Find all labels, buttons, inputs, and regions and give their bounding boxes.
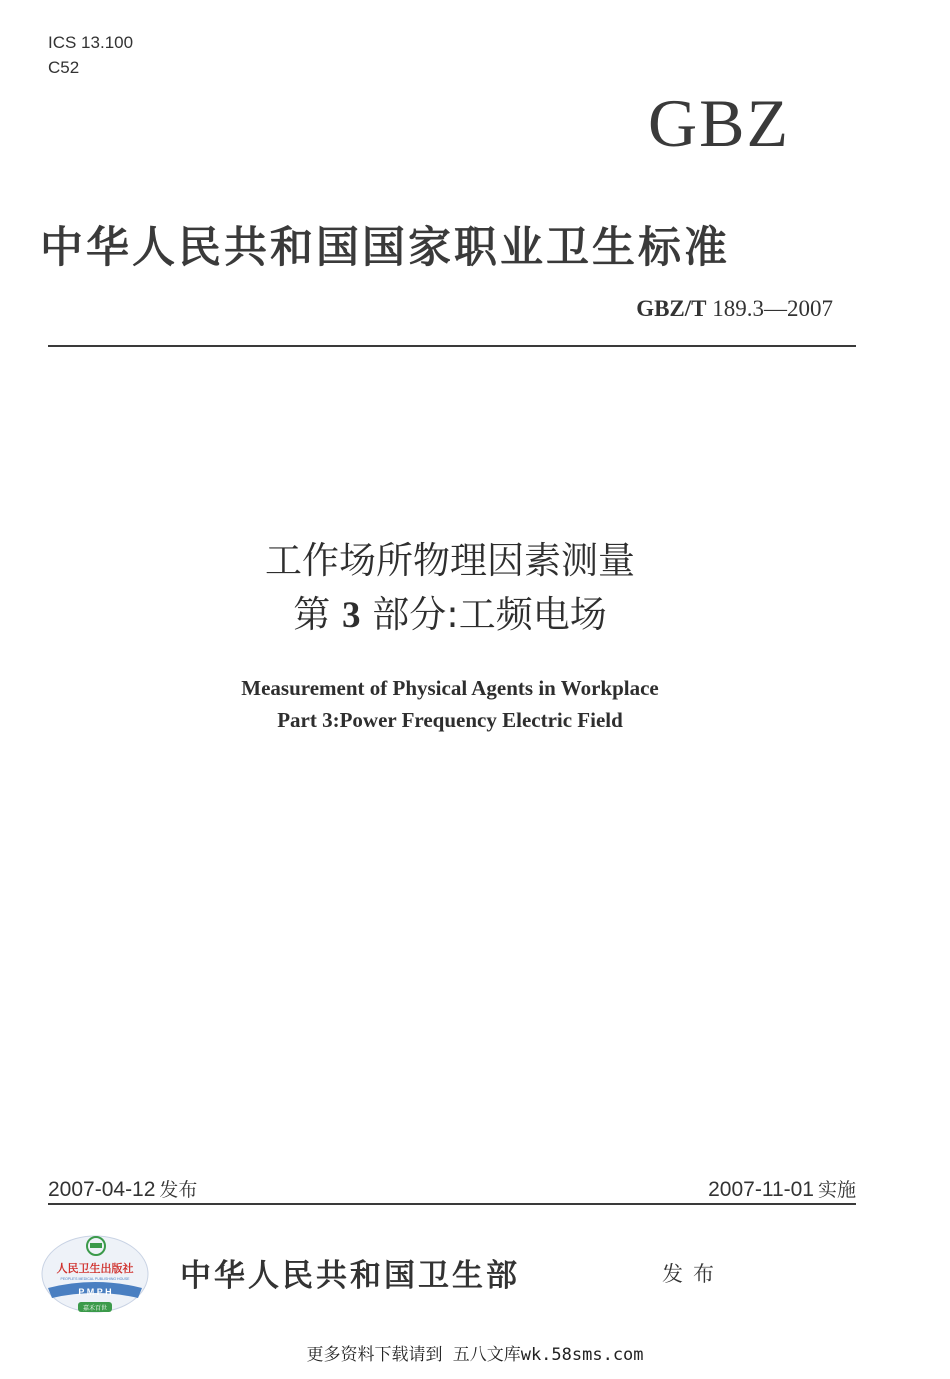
- title-part-word: 第: [293, 593, 331, 636]
- publisher-name: 中华人民共和国卫生部: [180, 1258, 520, 1294]
- implementation-date-label: 实施: [817, 1179, 856, 1201]
- ics-code: ICS 13.100: [48, 33, 134, 52]
- issue-date: [48, 1175, 197, 1202]
- implementation-date-value: 2007-11-01: [708, 1178, 814, 1201]
- standard-category-title: 中华人民共和国国家职业卫生标准: [40, 223, 730, 273]
- title-chinese-line2: [0, 584, 900, 638]
- standard-number: [636, 296, 833, 322]
- title-english-line1: Measurement of Physical Agents in Workplace: [241, 676, 659, 700]
- publisher-logo-abbr: P M P H: [78, 1287, 112, 1297]
- publisher-logo-badge: 嘉禾百世: [82, 1305, 108, 1312]
- issue-date-value: 2007-04-12: [48, 1178, 156, 1201]
- footer-download-link[interactable]: 更多资料下载请到 五八文库wk.58sms.com: [306, 1345, 644, 1365]
- title-part-rest: 部分:工频电场: [372, 593, 607, 636]
- title-chinese-line1: 工作场所物理因素测量: [265, 539, 635, 582]
- publisher-logo-cn: 人民卫生出版社: [56, 1262, 134, 1275]
- publisher-logo-icon: [40, 1232, 150, 1316]
- issue-date-label: 发布: [159, 1179, 198, 1201]
- publish-verb: 发布: [662, 1262, 724, 1286]
- bottom-divider: [48, 1203, 856, 1205]
- standard-number-value: 189.3—2007: [712, 296, 833, 321]
- publisher-logo-en: PEOPLE'S MEDICAL PUBLISHING HOUSE: [60, 1277, 130, 1281]
- title-english-line2: Part 3:Power Frequency Electric Field: [277, 708, 623, 732]
- classification-codes: [48, 30, 133, 80]
- top-divider: [48, 345, 856, 347]
- gbz-logo: GBZ: [648, 85, 790, 161]
- ccs-code: C52: [48, 58, 80, 77]
- implementation-date: [708, 1175, 856, 1202]
- title-part-number: 3: [342, 595, 361, 636]
- standard-number-prefix: GBZ/T: [636, 296, 707, 321]
